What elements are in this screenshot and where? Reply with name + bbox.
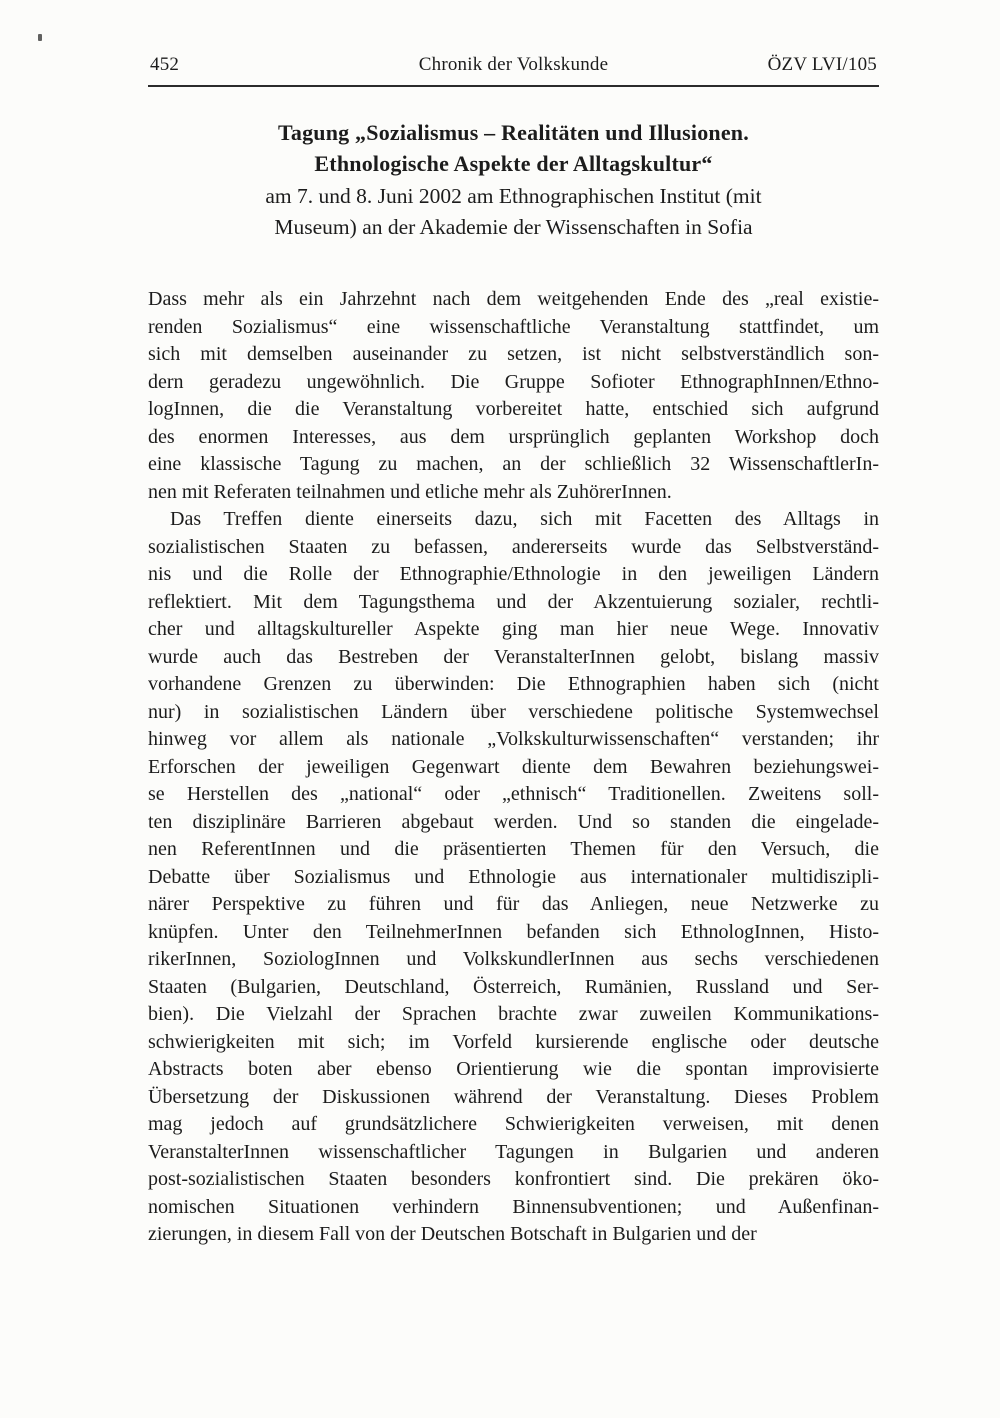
paragraph-2: [148, 506, 879, 1249]
text-line: vorhandene Grenzen zu überwinden: Die Ethnographien haben sich (nicht: [148, 673, 879, 695]
text-line: renden Sozialismus“ eine wissenschaftliche Veranstaltung stattfindet, um: [148, 315, 879, 338]
article-subtitle-line1: am 7. und 8. Juni 2002 am Ethnographischen Institut (mit: [265, 184, 762, 208]
text-line: nis und die Rolle der Ethnographie/Ethnologie in den jeweiligen Ländern: [148, 563, 879, 585]
text-line: nen mit Referaten teilnahmen und etliche mehr als ZuhörerInnen.: [148, 480, 672, 503]
text-line: nen ReferentInnen und die präsentierten Themen für den Versuch, die: [148, 838, 879, 860]
text-line: ten disziplinäre Barrieren abgebaut werden. Und so standen die eingelade-: [148, 810, 879, 833]
text-line: knüpfen. Unter den TeilnehmerInnen befanden sich EthnologInnen, Histo-: [148, 920, 879, 943]
text-line: sozialistischen Staaten zu befassen, andererseits wurde das Selbstverständ-: [148, 535, 879, 558]
text-line: sich mit demselben auseinander zu setzen, ist nicht selbstverständlich son-: [148, 343, 879, 365]
text-line: wurde auch das Bestreben der VeranstalterInnen gelobt, bislang massiv: [148, 645, 879, 668]
article-title: [148, 117, 879, 179]
text-line: Dass mehr als ein Jahrzehnt nach dem weitgehenden Ende des „real existie-: [148, 288, 879, 310]
text-line: bien). Die Vielzahl der Sprachen brachte zwar zuweilen Kommunikations-: [148, 1003, 879, 1025]
text-line: Debatte über Sozialismus und Ethnologie aus internationaler multidiszipli-: [148, 865, 879, 888]
text-line: rikerInnen, SoziologInnen und VolkskundlerInnen aus sechs verschiedenen: [148, 948, 879, 970]
text-line: VeranstalterInnen wissenschaftlicher Tagungen in Bulgarien und anderen: [148, 1140, 879, 1163]
text-line: Übersetzung der Diskussionen während der Veranstaltung. Dieses Problem: [148, 1085, 879, 1108]
article-subtitle-line2: Museum) an der Akademie der Wissenschaften in Sofia: [274, 215, 753, 239]
text-line: Das Treffen diente einerseits dazu, sich mit Facetten des Alltags in: [170, 508, 879, 530]
article-title-line1: Tagung „Sozialismus – Realitäten und Illusionen.: [278, 120, 749, 145]
text-line: mag jedoch auf grundsätzlichere Schwierigkeiten verweisen, mit denen: [148, 1113, 879, 1135]
page-number: 452: [150, 54, 180, 75]
text-line: närer Perspektive zu führen und für das Anliegen, neue Netzwerke zu: [148, 893, 879, 915]
text-line: post-sozialistischen Staaten besonders konfrontiert sind. Die prekären öko-: [148, 1168, 879, 1190]
text-line: se Herstellen des „national“ oder „ethnisch“ Traditionellen. Zweitens soll-: [148, 783, 879, 805]
text-line: cher und alltagskultureller Aspekte ging man hier neue Wege. Innovativ: [148, 618, 879, 640]
text-line: reflektiert. Mit dem Tagungsthema und der Akzentuierung sozialer, rechtli-: [148, 590, 879, 613]
text-line: logInnen, die die Veranstaltung vorbereitet hatte, entschied sich aufgrund: [148, 398, 879, 420]
text-line: eine klassische Tagung zu machen, an der schließlich 32 WissenschaftlerIn-: [148, 453, 879, 475]
article-subtitle: [148, 181, 879, 243]
running-title: Chronik der Volkskunde: [418, 54, 609, 75]
text-line: Erforschen der jeweiligen Gegenwart diente dem Bewahren beziehungswei-: [148, 755, 879, 778]
article-body: [148, 286, 879, 1249]
article-title-line2: Ethnologische Aspekte der Alltagskultur“: [314, 151, 713, 176]
paragraph-1: [148, 286, 879, 506]
text-line: des enormen Interesses, aus dem ursprünglich geplanten Workshop doch: [148, 425, 879, 448]
scan-artifact: [38, 34, 42, 41]
text-line: schwierigkeiten mit sich; im Vorfeld kursierende englische oder deutsche: [148, 1030, 879, 1053]
journal-issue: ÖZV LVI/105: [767, 54, 877, 75]
text-line: Abstracts boten aber ebenso Orientierung wie die spontan improvisierte: [148, 1058, 879, 1080]
text-line: nur) in sozialistischen Ländern über verschiedene politische Systemwechsel: [148, 700, 879, 723]
page-header: [148, 54, 879, 85]
text-line: nomischen Situationen verhindern Binnensubventionen; und Außenfinan-: [148, 1195, 879, 1218]
header-rule: [148, 85, 879, 87]
text-line: Staaten (Bulgarien, Deutschland, Österreich, Rumänien, Russland und Ser-: [148, 975, 879, 998]
page-content: [148, 54, 879, 1249]
text-line: zierungen, in diesem Fall von der Deutschen Botschaft in Bulgarien und der: [148, 1223, 757, 1245]
text-line: hinweg vor allem als nationale „Volkskulturwissenschaften“ verstanden; ihr: [148, 728, 879, 750]
text-line: dern geradezu ungewöhnlich. Die Gruppe Sofioter EthnographInnen/Ethno-: [148, 370, 879, 393]
